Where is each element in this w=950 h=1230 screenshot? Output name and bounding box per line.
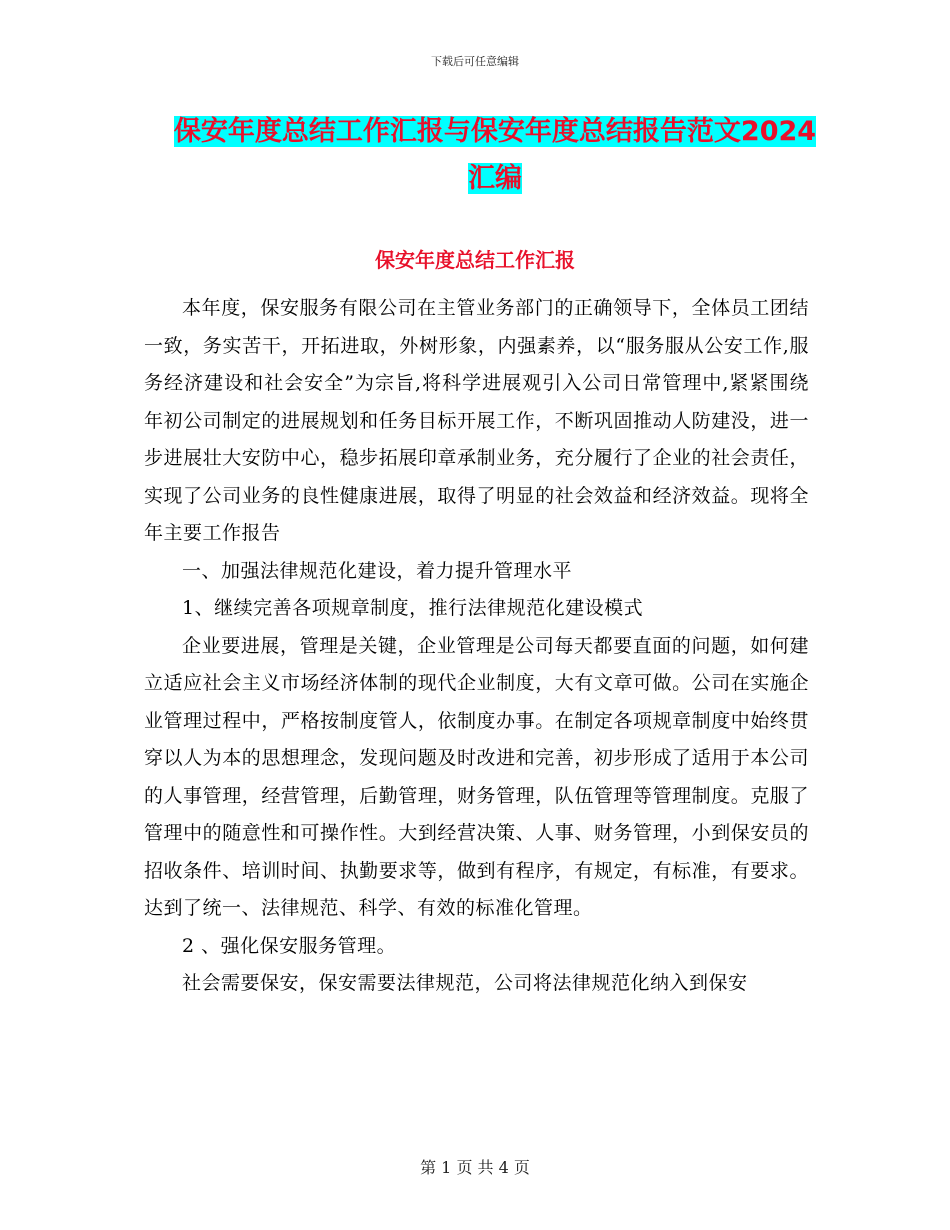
heading-subsection-1: 1、继续完善各项规章制度，推行法律规范化建设模式 xyxy=(182,597,644,619)
document-body xyxy=(144,290,809,1003)
heading-subsection-2: 2 、强化保安服务管理。 xyxy=(182,934,397,957)
document-title xyxy=(145,108,845,202)
paragraph-intro: 本年度，保安服务有限公司在主管业务部门的正确领导下，全体员工团结一致，务实苦干，开拓进取，外树形象，内强素养，以“服务服从公安工作,服务经济建设和社会安全”为宗旨,将科学进展观引入公司日常管理中,紧紧围绕年初公司制定的进展规划和任务目标开展工作，不断巩固推动人防建没，进一步进展壮大安防中心，稳步拓展印章承制业务，充分履行了企业的社会责任，实现了公司业务的良性健康进展，取得了明显的社会效益和经济效益。现将全年主要工作报告 xyxy=(144,297,809,544)
heading-section-1: 一、加强法律规范化建设，着力提升管理水平 xyxy=(182,559,573,582)
document-title-line1: 保安年度总结工作汇报与保安年度总结报告范文2024 xyxy=(173,116,817,147)
header-note: 下载后可任意编辑 xyxy=(431,55,519,68)
document-title-line2: 汇编 xyxy=(468,163,522,194)
paragraph-management: 企业要进展，管理是关键，企业管理是公司每天都要直面的问题，如何建立适应社会主义市场经济体制的现代企业制度，大有文章可做。公司在实施企业管理过程中，严格按制度管人，依制度办事。在制定各项规章制度中始终贯穿以人为本的思想理念，发现问题及时改进和完善，初步形成了适用于本公司的人事管理，经营管理，后勤管理，财务管理，队伍管理等管理制度。克服了管理中的随意性和可操作性。大到经营决策、人事、财务管理，小到保安员的招收条件、培训时间、执勤要求等，做到有程序，有规定，有标准，有要求。达到了统一、法律规范、科学、有效的标准化管理。 xyxy=(144,634,809,919)
section-title: 保安年度总结工作汇报 xyxy=(375,248,575,272)
page-number: 第 1 页 共 4 页 xyxy=(420,1158,530,1177)
paragraph-security-service: 社会需要保安，保安需要法律规范，公司将法律规范化纳入到保安 xyxy=(182,972,748,994)
